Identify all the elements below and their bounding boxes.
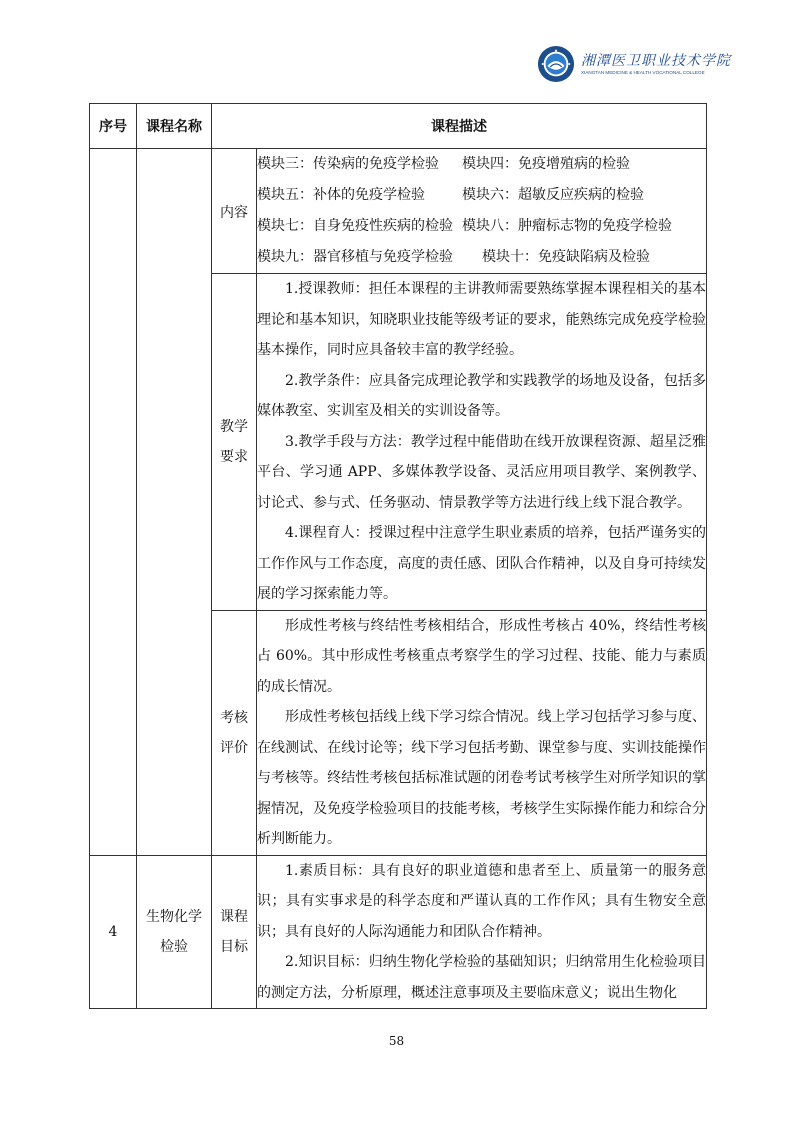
- course-name: [137, 855, 212, 1009]
- course-name-line: 检验: [160, 938, 188, 955]
- module-item: 模块七：自身免疫性疾病的检验: [257, 218, 453, 234]
- module-item: 模块八：肿瘤标志物的免疫学检验: [462, 218, 672, 234]
- module-item: 模块十：免疫缺陷病及检验: [482, 249, 650, 265]
- teaching-label: [212, 274, 257, 611]
- teaching-paragraph: 4.课程育人：授课过程中注意学生职业素质的培养，包括严谨务实的工作作风与工作态度，高度的责任感、团队合作精神，以及自身可持续发展的学习探索能力等。: [257, 525, 706, 602]
- module-item: 模块五：补体的免疫学检验: [257, 187, 425, 203]
- teaching-label-line: 要求: [220, 448, 248, 465]
- teaching-label-line: 教学: [220, 418, 248, 435]
- assessment-label-line: 评价: [220, 739, 248, 756]
- school-name-en: XIANGTAN MEDICINE & HEALTH VOCATIONAL COLLEGE: [581, 69, 705, 75]
- school-logo: [537, 44, 731, 84]
- course-name-cell-empty: [137, 149, 212, 856]
- content-row: [90, 149, 707, 274]
- header-course-description: 课程描述: [212, 104, 707, 149]
- table-header-row: [90, 104, 707, 149]
- goal-label-line: 课程: [220, 908, 248, 925]
- header-course-name: 课程名称: [137, 104, 212, 149]
- module-row: [257, 211, 706, 242]
- course-name-line: 生物化学: [146, 908, 202, 925]
- assessment-label-line: 考核: [220, 709, 248, 726]
- teaching-paragraph: 3.教学手段与方法：教学过程中能借助在线开放课程资源、超星泛雅平台、学习通 APP、多媒体教学设备、灵活应用项目教学、案例教学、讨论式、参与式、任务驱动、情景教学等方法进行线上线下混合教学。: [257, 433, 706, 511]
- module-item: 模块四：免疫增殖病的检验: [462, 156, 630, 172]
- modules-list: [257, 149, 707, 274]
- goal-paragraph: 1.素质目标：具有良好的职业道德和患者至上、质量第一的服务意识；具有实事求是的科学态度和严谨认真的工作作风；具有生物安全意识；具有良好的人际沟通能力和团队合作精神。: [257, 862, 706, 940]
- module-item: 模块三：传染病的免疫学检验: [257, 156, 439, 172]
- goal-label: [212, 855, 257, 1009]
- assessment-paragraph: 形成性考核包括线上线下学习综合情况。线上学习包括学习参与度、在线测试、在线讨论等；线下学习包括考勤、课堂参与度、实训技能操作与考核等。终结性考核包括标准试题的闭卷考试考核学生对所学知识的掌握情况，及免疫学检验项目的技能考核，考核学生实际操作能力和综合分析判断能力。: [257, 709, 706, 847]
- teaching-requirements-text: [257, 274, 707, 611]
- school-emblem-icon: [537, 45, 575, 83]
- module-row: [257, 242, 706, 273]
- goal-label-line: 目标: [220, 938, 248, 955]
- teaching-paragraph: 1.授课教师：担任本课程的主讲教师需要熟练掌握本课程相关的基本理论和基本知识，知晓职业技能等级考证的要求，能熟练完成免疫学检验基本操作，同时应具备较丰富的教学经验。: [257, 281, 706, 358]
- module-item: 模块六：超敏反应疾病的检验: [462, 187, 644, 203]
- course-number: 4: [90, 855, 137, 1009]
- course-4-goal-row: [90, 855, 707, 1009]
- assessment-text: [257, 610, 707, 855]
- school-name-cn: 湘潭医卫职业技术学院: [581, 52, 731, 69]
- content-label: 内容: [212, 149, 257, 274]
- module-row: [257, 149, 706, 180]
- page-number: 58: [388, 1034, 405, 1048]
- header-number: 序号: [90, 104, 137, 149]
- module-row: [257, 180, 706, 211]
- assessment-label: [212, 610, 257, 855]
- number-cell-empty: [90, 149, 137, 856]
- module-item: 模块九：器官移植与免疫学检验: [257, 249, 453, 265]
- course-table: [89, 103, 707, 1009]
- goal-paragraph: 2.知识目标：归纳生物化学检验的基础知识；归纳常用生化检验项目的测定方法，分析原理，概述注意事项及主要临床意义；说出生物化: [257, 954, 706, 1001]
- assessment-paragraph: 形成性考核与终结性考核相结合，形成性考核占 40%，终结性考核占 60%。其中形成性考核重点考察学生的学习过程、技能、能力与素质的成长情况。: [257, 617, 706, 695]
- teaching-paragraph: 2.教学条件：应具备完成理论教学和实践教学的场地及设备，包括多媒体教室、实训室及相关的实训设备等。: [257, 372, 706, 419]
- goal-text: [257, 855, 707, 1009]
